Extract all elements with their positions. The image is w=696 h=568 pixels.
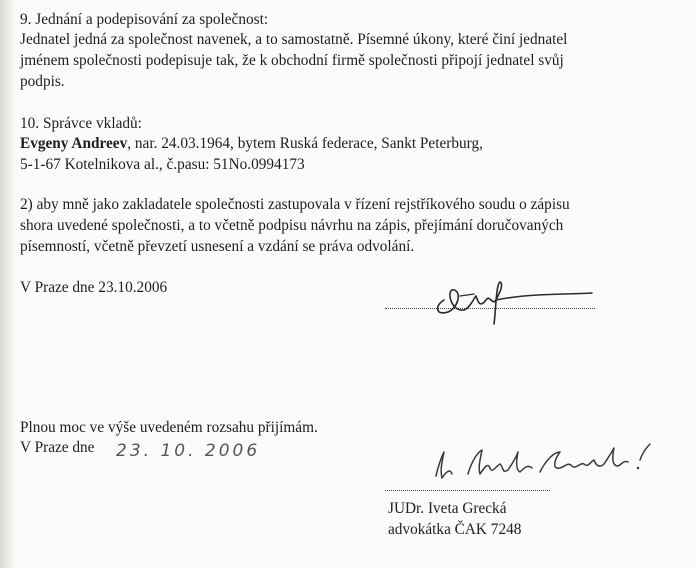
paragraph-2-line-2: shora uvedené společnosti, a to včetně podpisu návrhu na zápis, přejímání doručovaných xyxy=(20,217,564,234)
signature-grecka xyxy=(428,438,668,488)
paragraph-2-line-3: písemností, včetně převzetí usnesení a vzdání se práva odvolání. xyxy=(20,238,415,255)
signatory-title: advokátka ČAK 7248 xyxy=(388,521,522,538)
section-9-line-2: jménem společnosti podepisuje tak, že k obchodní firmě společnosti připojí jednatel svůj xyxy=(20,52,564,69)
signature-andreev xyxy=(430,270,600,328)
signature-line-2 xyxy=(385,490,550,491)
section-10-heading: 10. Správce vkladů: xyxy=(20,115,142,132)
administrator-details: , nar. 24.03.1964, bytem Ruská federace, Sankt Peterburg, xyxy=(127,135,483,152)
section-10-line-2: 5-1-67 Kotelnikova al., č.pasu: 51No.0994173 xyxy=(20,156,305,173)
section-9-line-3: podpis. xyxy=(20,73,65,90)
section-10-line-1 xyxy=(20,134,483,154)
section-9-line-1: Jednatel jedná za společnost navenek, a to samostatně. Písemné úkony, které činí jednatel xyxy=(20,31,568,48)
scan-edge-shadow xyxy=(0,0,16,568)
acceptance-statement: Plnou moc ve výše uvedeném rozsahu přijímám. xyxy=(20,419,318,436)
handwritten-date: 23. 10. 2006 xyxy=(116,441,261,461)
place-date-2: V Praze dne xyxy=(20,439,95,456)
section-9-heading: 9. Jednání a podepisování za společnost: xyxy=(20,11,269,28)
place-date-1: V Praze dne 23.10.2006 xyxy=(20,279,168,296)
administrator-name: Evgeny Andreev xyxy=(20,135,128,152)
paragraph-2-line-1: 2) aby mně jako zakladatele společnosti zastupovala v řízení rejstříkového soudu o zápisu xyxy=(20,196,570,213)
signatory-name: JUDr. Iveta Grecká xyxy=(388,500,507,517)
